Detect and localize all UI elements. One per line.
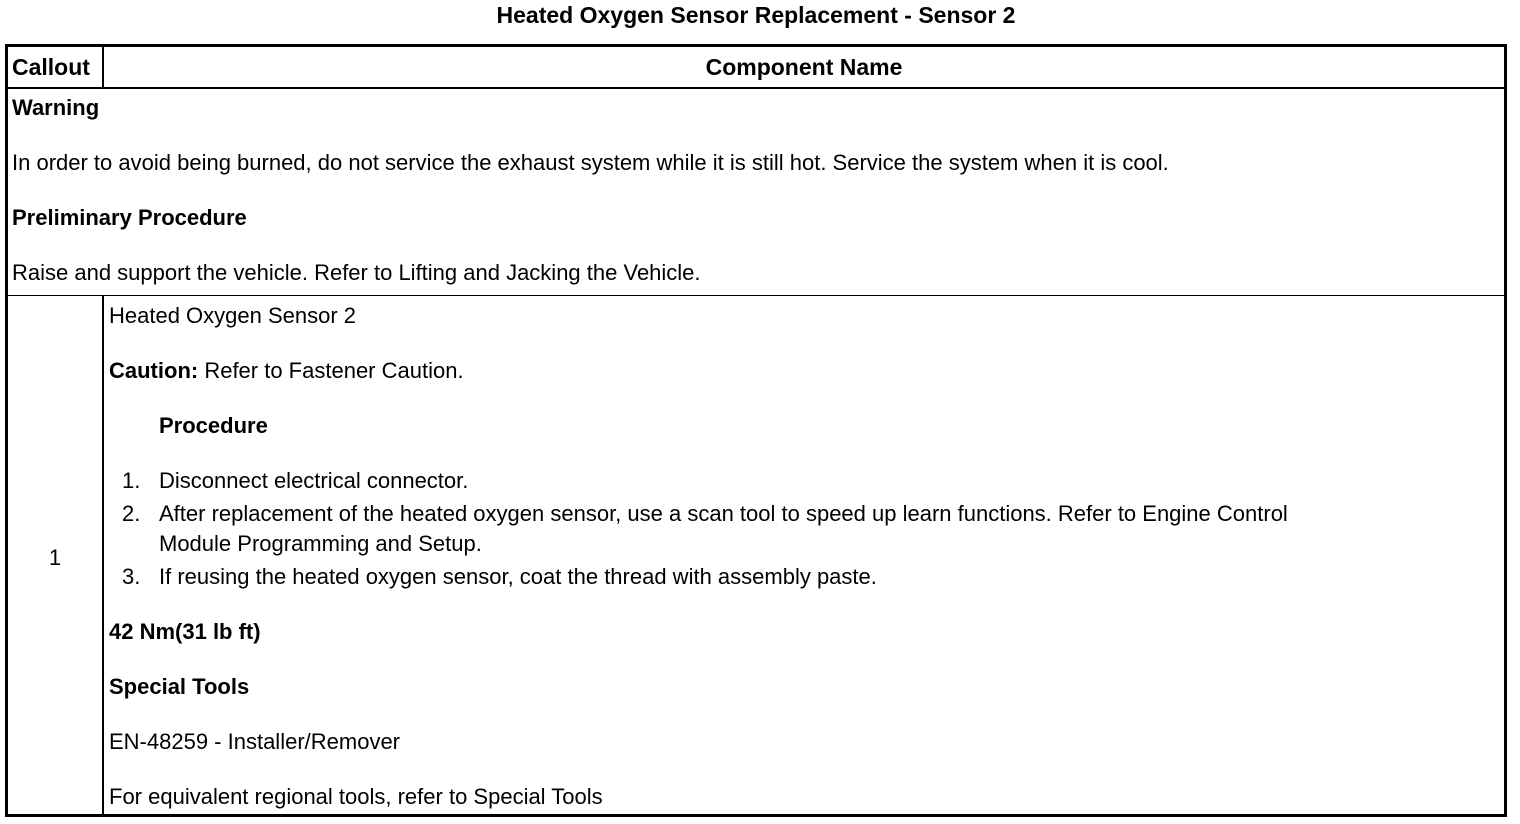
caution-note xyxy=(109,357,464,385)
header-callout: Callout xyxy=(8,47,104,87)
special-tool-item: EN-48259 - Installer/Remover xyxy=(109,729,401,754)
list-item-text: Disconnect electrical connector. xyxy=(159,468,469,493)
preliminary-procedure-text: Raise and support the vehicle. Refer to Lifting and Jacking the Vehicle. xyxy=(12,260,701,285)
caution-label: Caution: xyxy=(109,358,199,383)
warning-row xyxy=(8,89,1504,296)
callout-cell xyxy=(8,296,104,814)
torque-spec: 42 Nm(31 lb ft) xyxy=(109,619,261,644)
list-item-number: 1. xyxy=(122,468,141,493)
procedure-heading: Procedure xyxy=(159,413,268,438)
table-header-row xyxy=(8,47,1504,89)
callout-number: 1 xyxy=(48,545,62,570)
component-table xyxy=(5,44,1507,817)
list-item-text: If reusing the heated oxygen sensor, coat the thread with assembly paste. xyxy=(159,564,877,589)
list-item-number: 2. xyxy=(122,501,141,526)
warning-label: Warning xyxy=(12,95,100,120)
list-item-number: 3. xyxy=(122,564,141,589)
component-name: Heated Oxygen Sensor 2 xyxy=(109,303,357,328)
special-tools-label: Special Tools xyxy=(109,674,250,699)
preliminary-procedure-label: Preliminary Procedure xyxy=(12,205,247,230)
warning-text: In order to avoid being burned, do not service the exhaust system while it is still hot. Service the system when it is cool. xyxy=(12,150,1169,175)
header-component-name: Component Name xyxy=(705,54,903,80)
table-row xyxy=(8,296,1504,814)
list-item-text-continued: Module Programming and Setup. xyxy=(159,531,482,556)
regional-tools-note: For equivalent regional tools, refer to Special Tools xyxy=(109,784,603,809)
component-cell xyxy=(104,296,1504,814)
list-item-text: After replacement of the heated oxygen sensor, use a scan tool to speed up learn functions. Refer to Engine Control xyxy=(159,501,1288,526)
caution-text: Refer to Fastener Caution. xyxy=(198,358,464,383)
document-title: Heated Oxygen Sensor Replacement - Sensor 2 xyxy=(496,2,1016,28)
